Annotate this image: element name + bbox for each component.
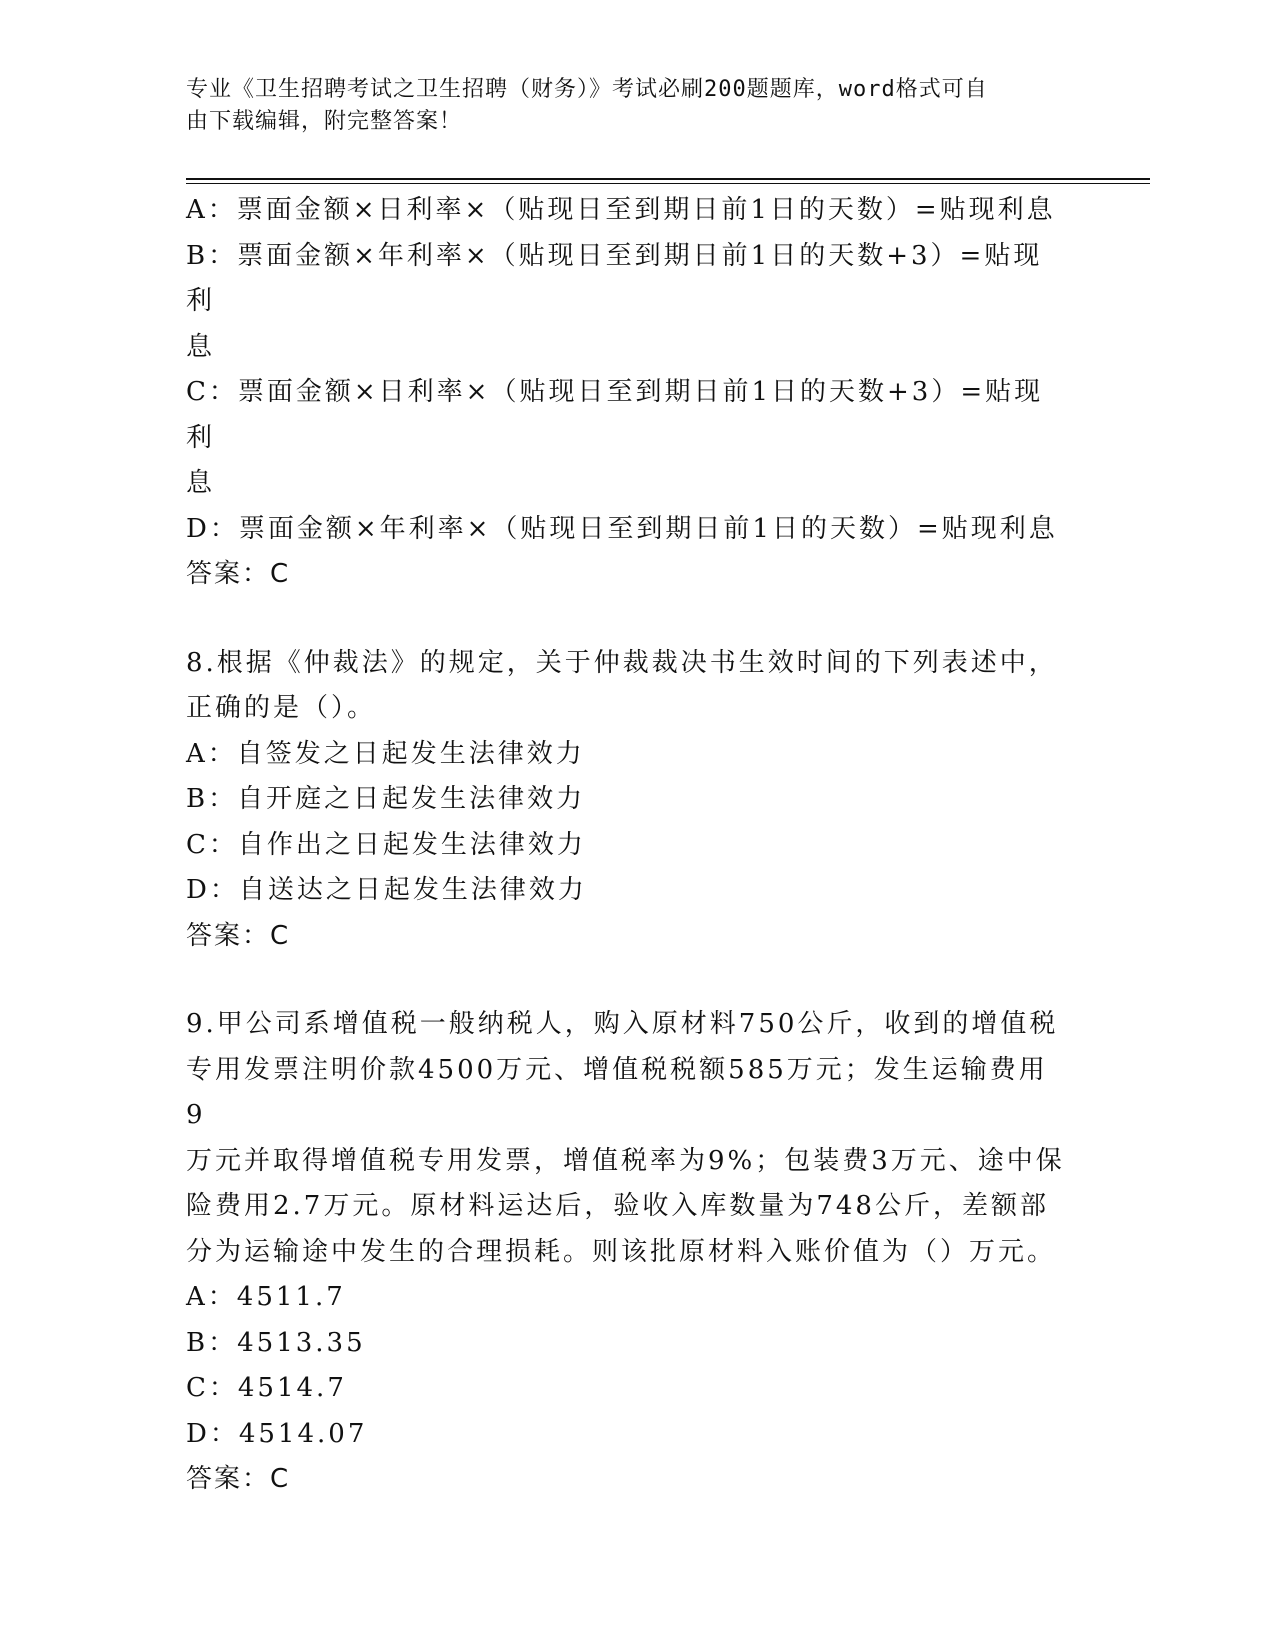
q8-stem-line-1: 8.根据《仲裁法》的规定，关于仲裁裁决书生效时间的下列表述中，: [186, 647, 1058, 678]
q9-option-a: A：4511.7: [186, 1282, 346, 1312]
header-divider-thin: [186, 183, 1150, 184]
q8-stem-line-2: 正确的是（）。: [186, 693, 377, 723]
q7-option-b-line-1: B：票面金额×年利率×（贴现日至到期日前1日的天数+3）=贴现利: [186, 240, 1043, 316]
q9-option-d: D：4514.07: [186, 1418, 368, 1449]
q7-option-a: A：票面金额×日利率×（贴现日至到期日前1日的天数）=贴现利息: [186, 195, 1056, 225]
q8-option-d: D：自送达之日起发生法律效力: [186, 875, 587, 905]
q9-stem-line-5: 分为运输途中发生的合理损耗。则该批原材料入账价值为（）万元。: [186, 1236, 1057, 1267]
q9-option-b: B：4513.35: [186, 1327, 366, 1358]
q8-option-a: A：自签发之日起发生法律效力: [186, 738, 585, 769]
document-header: [186, 74, 1066, 138]
q8-answer: 答案：C: [186, 920, 291, 951]
q7-answer: 答案：C: [186, 559, 291, 589]
q9-stem-line-4: 险费用2.7万元。原材料运达后，验收入库数量为748公斤，差额部: [186, 1191, 1049, 1221]
q9-option-c: C：4514.7: [186, 1373, 347, 1403]
spacer: [186, 959, 1066, 1002]
question-8: [186, 641, 1066, 960]
question-9: [186, 1002, 1066, 1503]
q7-option-c-line-2: 息: [186, 468, 216, 498]
q8-option-c: C：自作出之日起发生法律效力: [186, 829, 586, 860]
q7-option-d: D：票面金额×年利率×（贴现日至到期日前1日的天数）=贴现利息: [186, 513, 1058, 544]
header-divider-thick: [186, 178, 1150, 180]
q9-answer: 答案：C: [186, 1464, 291, 1494]
q8-option-b: B：自开庭之日起发生法律效力: [186, 784, 586, 814]
q7-option-c-line-1: C：票面金额×日利率×（贴现日至到期日前1日的天数+3）=贴现利: [186, 377, 1044, 453]
q9-stem-line-1: 9.甲公司系增值税一般纳税人，购入原材料750公斤，收到的增值税: [186, 1009, 1059, 1039]
q9-stem-line-3: 万元并取得增值税专用发票，增值税率为9%；包装费3万元、途中保: [186, 1145, 1065, 1176]
header-line-1: 专业《卫生招聘考试之卫生招聘（财务）》考试必刷200题题库，word格式可自: [186, 77, 988, 102]
q7-option-b-line-2: 息: [186, 331, 216, 362]
document-body: [186, 188, 1066, 1503]
q9-stem-line-2: 专用发票注明价款4500万元、增值税税额585万元；发生运输费用9: [186, 1054, 1048, 1130]
spacer: [186, 598, 1066, 641]
header-line-2: 由下载编辑，附完整答案！: [186, 109, 463, 134]
question-7: [186, 188, 1066, 598]
